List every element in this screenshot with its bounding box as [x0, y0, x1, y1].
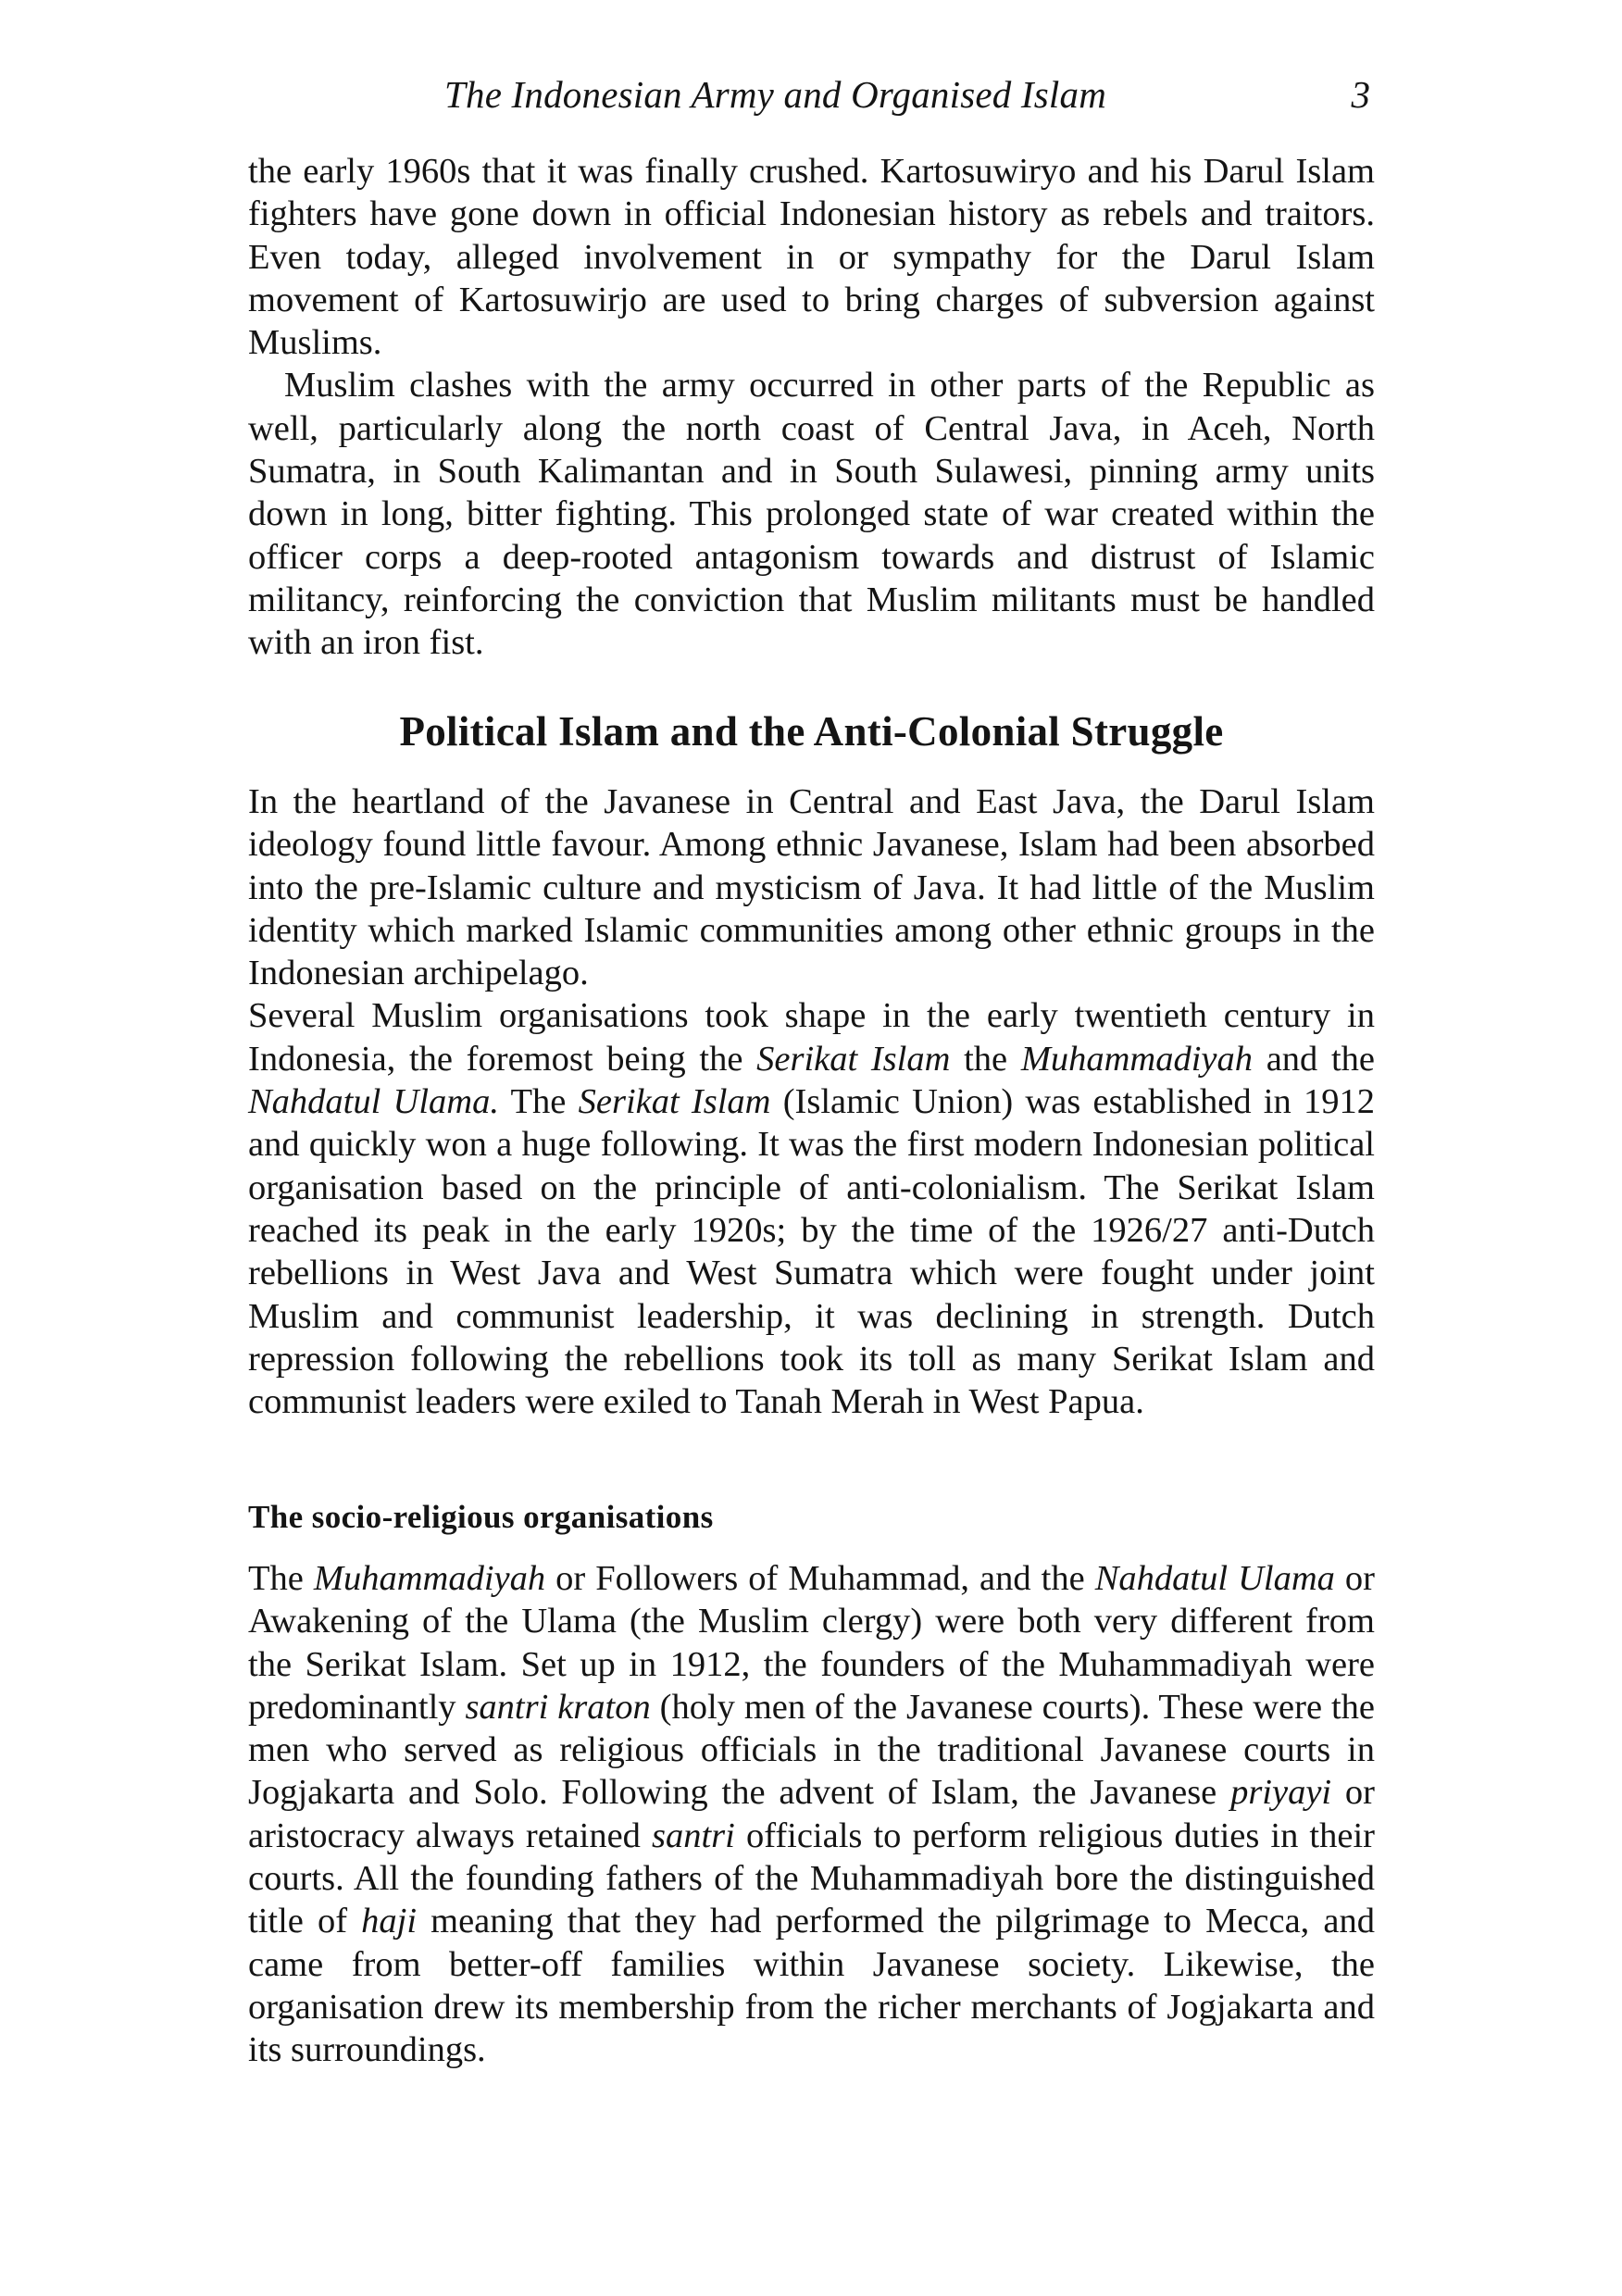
text-run: the [950, 1039, 1021, 1079]
text-run: (Islamic Union) was established in 1912 and quickly won a huge following. It was the first modern Indonesian political organisation based on the principle of anti-colonialism. The Serikat Islam reached its peak in the early 1920s; by the time of the 1926/27 anti-Dutch rebellions in West Java and West Sumatra which were fought under joint Muslim and communist leadership, it was declining in strength. Dutch repression following the rebellions took its toll as many Serikat Islam and communist leaders were exiled to Tanah Merah in West Papua. [248, 1082, 1375, 1422]
running-title: The Indonesian Army and Organised Islam [444, 73, 1107, 116]
text-run: meaning that they had performed the pilgrimage to Mecca, and came from better-off families within Javanese society. Likewise, the organisation drew its membership from the richer merchants of Jogjakarta and its surroundings. [248, 1902, 1375, 2070]
text-run: or Followers of Muhammad, and the [545, 1559, 1095, 1598]
text-run: Several Muslim organisations took shape in the early twentieth century in Indonesia, the foremost being the [248, 996, 1375, 1079]
italic-term-santri-kraton: santri kraton [465, 1687, 651, 1727]
section-heading-political-islam: Political Islam and the Anti-Colonial Struggle [399, 708, 1224, 755]
italic-term-serikat-islam: Serikat Islam [578, 1082, 771, 1122]
text-run: and the [1253, 1039, 1376, 1079]
page-number: 3 [1351, 73, 1370, 116]
political-islam-text-block [248, 780, 1375, 1423]
italic-term-nahdatul-ulama: Nahdatul Ulama [1094, 1559, 1335, 1598]
paragraph-muslim-clashes: Muslim clashes with the army occurred in other parts of the Republic as well, particularly along the north coast of Central Java, in Aceh, North Sumatra, in South Kalimantan and in South Sulawesi, pinning army units down in long, bitter fighting. This prolonged state of war created within the officer corps a deep-rooted antagonism towards and distrust of Islamic militancy, reinforcing the conviction that Muslim militants must be handled with an iron fist. [248, 366, 1375, 663]
text-run: The [248, 1559, 314, 1598]
italic-term-haji: haji [361, 1902, 418, 1941]
subsection-heading-socio-religious: The socio-religious organisations [248, 1499, 714, 1535]
paragraph-javanese-heartland: In the heartland of the Javanese in Central and East Java, the Darul Islam ideology found little favour. Among ethnic Javanese, Islam had been absorbed into the pre-Islamic culture and mysticism of Java. It had little of the Muslim identity which marked Islamic communities among other ethnic groups in the Indonesian archipelago. [248, 782, 1375, 993]
italic-term-muhammadiyah: Muhammadiyah [313, 1559, 546, 1598]
italic-term-santri: santri [652, 1816, 735, 1855]
text-run: officials to perform religious duties in their courts. All the founding fathers of the Muhammadiyah bore the distinguished title of [248, 1816, 1375, 1941]
italic-term-nahdatul-ulama: Nahdatul Ulama. [248, 1082, 499, 1122]
italic-term-priyayi: priyayi [1230, 1773, 1332, 1813]
paragraph-darul-islam-legacy: the early 1960s that it was finally crushed. Kartosuwiryo and his Darul Islam fighters have gone down in official Indonesian history as rebels and traitors. Even today, alleged involvement in or sympathy for the Darul Islam movement of Kartosuwirjo are used to bring charges of subversion against Muslims. [248, 152, 1375, 363]
intro-text-block [248, 150, 1375, 665]
running-header [250, 67, 1370, 122]
text-run: (holy men of the Javanese courts). These were the men who served as religious officials in the traditional Javanese courts in Jogjakarta and Solo. Following the advent of Islam, the Javanese [248, 1687, 1375, 1813]
text-run: or Awakening of the Ulama (the Muslim clergy) were both very different from the Serikat Islam. Set up in 1912, the founders of the Muhammadiyah were predominantly [248, 1559, 1375, 1727]
socio-religious-text-block [248, 1557, 1375, 2072]
paragraph-muhammadiyah-nahdatul [248, 1557, 1375, 2072]
paragraph-muslim-organisations [248, 994, 1375, 1423]
text-run: or aristocracy always retained [248, 1773, 1375, 1855]
italic-term-muhammadiyah: Muhammadiyah [1020, 1039, 1254, 1079]
italic-term-serikat-islam: Serikat Islam [756, 1039, 951, 1079]
text-run: The [499, 1082, 579, 1122]
